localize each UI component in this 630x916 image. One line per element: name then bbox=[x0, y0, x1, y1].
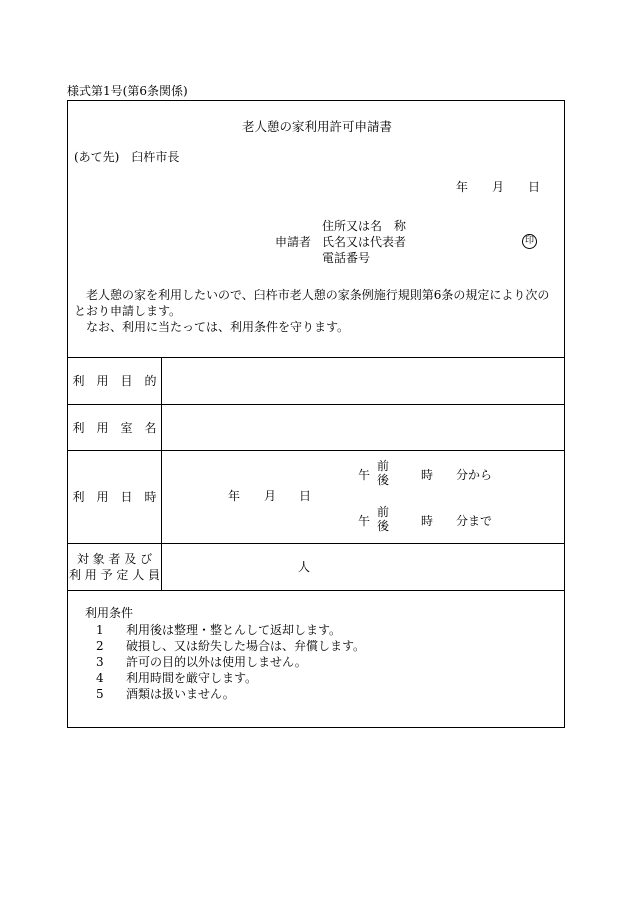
condition-text: 利用後は整理・整とんして返却します。 bbox=[126, 623, 342, 637]
applicant-fields bbox=[322, 218, 406, 266]
table-bottom-line bbox=[68, 590, 564, 591]
persons-label bbox=[68, 551, 161, 583]
purpose-input-cell[interactable] bbox=[162, 358, 565, 403]
addressee-prefix: (あて先) bbox=[74, 150, 120, 164]
body-paragraph-2: なお、利用に当たっては、利用条件を守ります。 bbox=[86, 320, 350, 334]
end-ampm-suffix: 午 bbox=[358, 514, 371, 528]
applicant-phone-label[interactable]: 電話番号 bbox=[322, 251, 371, 265]
end-pm-option[interactable]: 後 bbox=[377, 519, 390, 533]
end-ampm-choice[interactable] bbox=[377, 505, 389, 533]
body-paragraph-1: 老人憩の家を利用したいので、臼杵市老人憩の家条例施行規則第6条の規定により次のとおり申請します。 bbox=[74, 288, 550, 318]
condition-number: 3 bbox=[96, 655, 104, 669]
list-item bbox=[96, 622, 365, 638]
conditions-title: 利用条件 bbox=[85, 606, 134, 620]
date-day[interactable]: 日 bbox=[528, 180, 541, 194]
addressee bbox=[74, 150, 179, 164]
end-minute[interactable]: 分まで bbox=[456, 514, 493, 528]
condition-text: 許可の目的以外は使用しません。 bbox=[126, 655, 307, 669]
condition-number: 5 bbox=[96, 687, 104, 701]
applicant-label: 申請者 bbox=[275, 235, 312, 249]
use-date-day[interactable]: 日 bbox=[299, 489, 312, 503]
use-date-month[interactable]: 月 bbox=[264, 489, 277, 503]
start-minute[interactable]: 分から bbox=[456, 468, 493, 482]
form-title: 老人憩の家利用許可申請書 bbox=[241, 119, 392, 134]
condition-number: 1 bbox=[96, 623, 104, 637]
list-item bbox=[96, 638, 365, 654]
date-month[interactable]: 月 bbox=[492, 180, 505, 194]
start-pm-option[interactable]: 後 bbox=[377, 473, 390, 487]
end-am-option[interactable]: 前 bbox=[377, 505, 390, 519]
application-form bbox=[67, 100, 565, 728]
list-item bbox=[96, 654, 365, 670]
conditions-list bbox=[96, 622, 365, 702]
condition-text: 破損し、又は紛失した場合は、弁償します。 bbox=[126, 639, 366, 653]
seal-mark: 印 bbox=[522, 234, 537, 249]
room-label: 利 用 室 名 bbox=[72, 421, 157, 435]
condition-text: 利用時間を厳守します。 bbox=[126, 671, 258, 685]
persons-label-line2: 利 用 予 定 人 員 bbox=[68, 568, 161, 583]
start-am-option[interactable]: 前 bbox=[377, 459, 390, 473]
start-hour[interactable]: 時 bbox=[421, 468, 434, 482]
list-item bbox=[96, 670, 365, 686]
persons-unit: 人 bbox=[298, 560, 311, 574]
condition-number: 2 bbox=[96, 639, 104, 653]
list-item bbox=[96, 686, 365, 702]
persons-count-input[interactable] bbox=[162, 544, 292, 589]
start-ampm-choice[interactable] bbox=[377, 459, 389, 487]
end-hour[interactable]: 時 bbox=[421, 514, 434, 528]
condition-number: 4 bbox=[96, 671, 104, 685]
datetime-label: 利 用 日 時 bbox=[72, 490, 157, 504]
applicant-name-label[interactable]: 氏名又は代表者 bbox=[322, 235, 407, 249]
applicant-address-label[interactable]: 住所又は名 称 bbox=[322, 219, 407, 233]
addressee-name: 臼杵市長 bbox=[131, 150, 180, 164]
condition-text: 酒類は扱いません。 bbox=[126, 687, 235, 701]
row-divider bbox=[68, 450, 564, 451]
room-input-cell[interactable] bbox=[162, 405, 565, 449]
date-year[interactable]: 年 bbox=[456, 180, 469, 194]
start-ampm-suffix: 午 bbox=[358, 468, 371, 482]
purpose-label: 利 用 目 的 bbox=[72, 374, 157, 388]
row-divider bbox=[68, 543, 564, 544]
form-number: 様式第1号(第6条関係) bbox=[67, 84, 188, 98]
persons-label-line1: 対 象 者 及 び bbox=[76, 552, 153, 566]
use-date-year[interactable]: 年 bbox=[228, 489, 241, 503]
